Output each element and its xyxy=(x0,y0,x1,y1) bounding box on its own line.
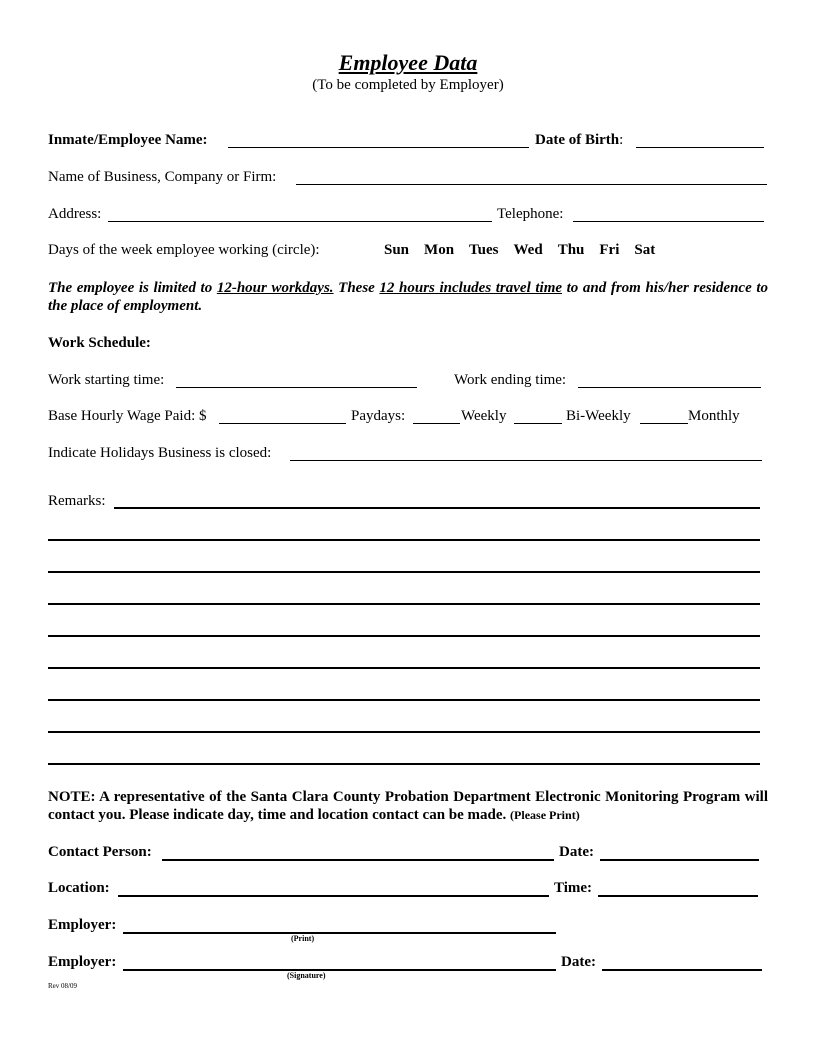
employer-signature-field[interactable] xyxy=(123,969,556,971)
remarks-line[interactable] xyxy=(48,763,760,765)
address-label: Address: xyxy=(48,206,102,222)
time-label: Time: xyxy=(554,880,593,896)
monthly-blank[interactable] xyxy=(640,423,688,424)
weekly-blank[interactable] xyxy=(413,423,460,424)
day-thu[interactable]: Thu xyxy=(557,242,585,258)
remarks-line[interactable] xyxy=(48,571,760,573)
workday-limit-underlined: 12-hour workdays. xyxy=(216,280,334,296)
day-sun[interactable]: Sun xyxy=(384,242,410,258)
employer-print-label: Employer: xyxy=(48,917,117,933)
wage-field[interactable] xyxy=(219,423,346,424)
contact-date-label: Date: xyxy=(559,844,594,860)
dob-colon: : xyxy=(619,132,624,148)
employee-name-field[interactable] xyxy=(228,147,529,148)
start-time-label: Work starting time: xyxy=(48,372,165,388)
day-fri[interactable]: Fri xyxy=(599,242,620,258)
signature-date-label: Date: xyxy=(561,954,596,970)
day-sat[interactable]: Sat xyxy=(634,242,656,258)
biweekly-blank[interactable] xyxy=(514,423,562,424)
employee-name-label: Inmate/Employee Name: xyxy=(48,132,208,148)
days-options xyxy=(384,241,670,259)
holidays-field[interactable] xyxy=(290,460,762,461)
holidays-label: Indicate Holidays Business is closed: xyxy=(48,445,272,461)
remarks-line[interactable] xyxy=(48,635,760,637)
travel-time-underlined: 12 hours includes travel time xyxy=(379,280,563,296)
employer-print-field[interactable] xyxy=(123,932,556,934)
remarks-line[interactable] xyxy=(114,507,760,509)
revision-label: Rev 08/09 xyxy=(48,982,77,990)
business-label: Name of Business, Company or Firm: xyxy=(48,169,277,185)
signature-date-field[interactable] xyxy=(602,969,762,971)
dob-label: Date of Birth xyxy=(535,132,620,148)
employer-signature-label: Employer: xyxy=(48,954,117,970)
biweekly-label: Bi-Weekly xyxy=(566,408,631,424)
location-field[interactable] xyxy=(118,895,549,897)
time-field[interactable] xyxy=(598,895,758,897)
wage-label: Base Hourly Wage Paid: $ xyxy=(48,408,207,424)
end-time-field[interactable] xyxy=(578,387,761,388)
remarks-line[interactable] xyxy=(48,731,760,733)
contact-date-field[interactable] xyxy=(600,859,759,861)
day-tues[interactable]: Tues xyxy=(469,242,499,258)
remarks-label: Remarks: xyxy=(48,493,106,509)
dob-field[interactable] xyxy=(636,147,764,148)
contact-person-label: Contact Person: xyxy=(48,844,152,860)
remarks-line[interactable] xyxy=(48,699,760,701)
please-print-hint: (Please Print) xyxy=(510,808,580,822)
dob-label-wrap xyxy=(535,131,623,149)
day-wed[interactable]: Wed xyxy=(513,242,543,258)
signature-caption: (Signature) xyxy=(287,971,326,980)
business-field[interactable] xyxy=(296,184,767,185)
day-mon[interactable]: Mon xyxy=(424,242,455,258)
page-title: Employee Data xyxy=(338,50,478,75)
workday-limit-notice: The employee is limited to 12-hour workdays. These 12 hours includes travel time to and from his/her residence to the place of employment. xyxy=(48,280,769,314)
location-label: Location: xyxy=(48,880,110,896)
contact-person-field[interactable] xyxy=(162,859,554,861)
telephone-label: Telephone: xyxy=(497,206,564,222)
monthly-label: Monthly xyxy=(688,408,740,424)
page-subtitle: (To be completed by Employer) xyxy=(312,77,504,93)
contact-note: NOTE: A representative of the Santa Clara County Probation Department Electronic Monitoring Program will contact you. Please indicate day, time and location contact can be made. (Please Print) xyxy=(48,789,768,823)
telephone-field[interactable] xyxy=(573,221,764,222)
days-label: Days of the week employee working (circle): xyxy=(48,242,320,258)
print-caption: (Print) xyxy=(291,934,315,943)
remarks-line[interactable] xyxy=(48,667,760,669)
weekly-label: Weekly xyxy=(461,408,507,424)
address-field[interactable] xyxy=(108,221,492,222)
remarks-line[interactable] xyxy=(48,539,760,541)
paydays-label: Paydays: xyxy=(351,408,406,424)
end-time-label: Work ending time: xyxy=(454,372,567,388)
remarks-line[interactable] xyxy=(48,603,760,605)
start-time-field[interactable] xyxy=(176,387,417,388)
work-schedule-heading: Work Schedule: xyxy=(48,335,151,351)
